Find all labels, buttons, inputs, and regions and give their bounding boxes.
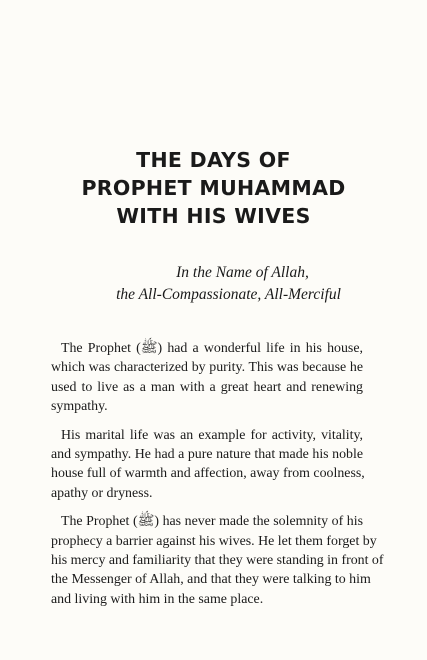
chapter-title	[0, 146, 427, 230]
paragraph-line: and sympathy. He had a pure nature that made his noble	[51, 446, 363, 462]
paragraph-3	[51, 512, 384, 608]
paragraph-line: the Messenger of Allah, and that they were talking to him	[51, 572, 371, 588]
paragraph-line: His marital life was an example for activity, vitality,	[61, 427, 363, 443]
paragraph-line: his mercy and familiarity that they were standing in front of	[51, 552, 384, 568]
paragraph-line: house full of warmth and affection, away from coolness,	[51, 466, 365, 482]
paragraph-2	[51, 426, 363, 503]
paragraph-1	[51, 339, 363, 416]
chapter-title-line-1: THE DAYS OF	[136, 148, 291, 172]
body-text	[51, 339, 384, 618]
chapter-title-line-2: PROPHET MUHAMMAD	[81, 176, 346, 200]
paragraph-line: and living with him in the same place.	[51, 591, 264, 607]
paragraph-line: prophecy a barrier against his wives. He let them forget by	[51, 533, 377, 549]
paragraph-line: The Prophet (ﷺ) has never made the solemnity of his	[61, 514, 363, 530]
chapter-title-line-3: WITH HIS WIVES	[116, 204, 311, 228]
basmala	[0, 262, 427, 306]
basmala-line-2: the All-Compassionate, All-Merciful	[116, 286, 341, 303]
paragraph-line: sympathy.	[51, 398, 108, 414]
basmala-line-1: In the Name of Allah,	[176, 264, 309, 281]
paragraph-line: apathy or dryness.	[51, 485, 153, 501]
paragraph-line: The Prophet (ﷺ) had a wonderful life in his house,	[61, 341, 363, 356]
paragraph-line: used to live as a man with a great heart and renewing	[51, 379, 363, 395]
paragraph-line: which was characterized by purity. This was because he	[51, 360, 363, 376]
